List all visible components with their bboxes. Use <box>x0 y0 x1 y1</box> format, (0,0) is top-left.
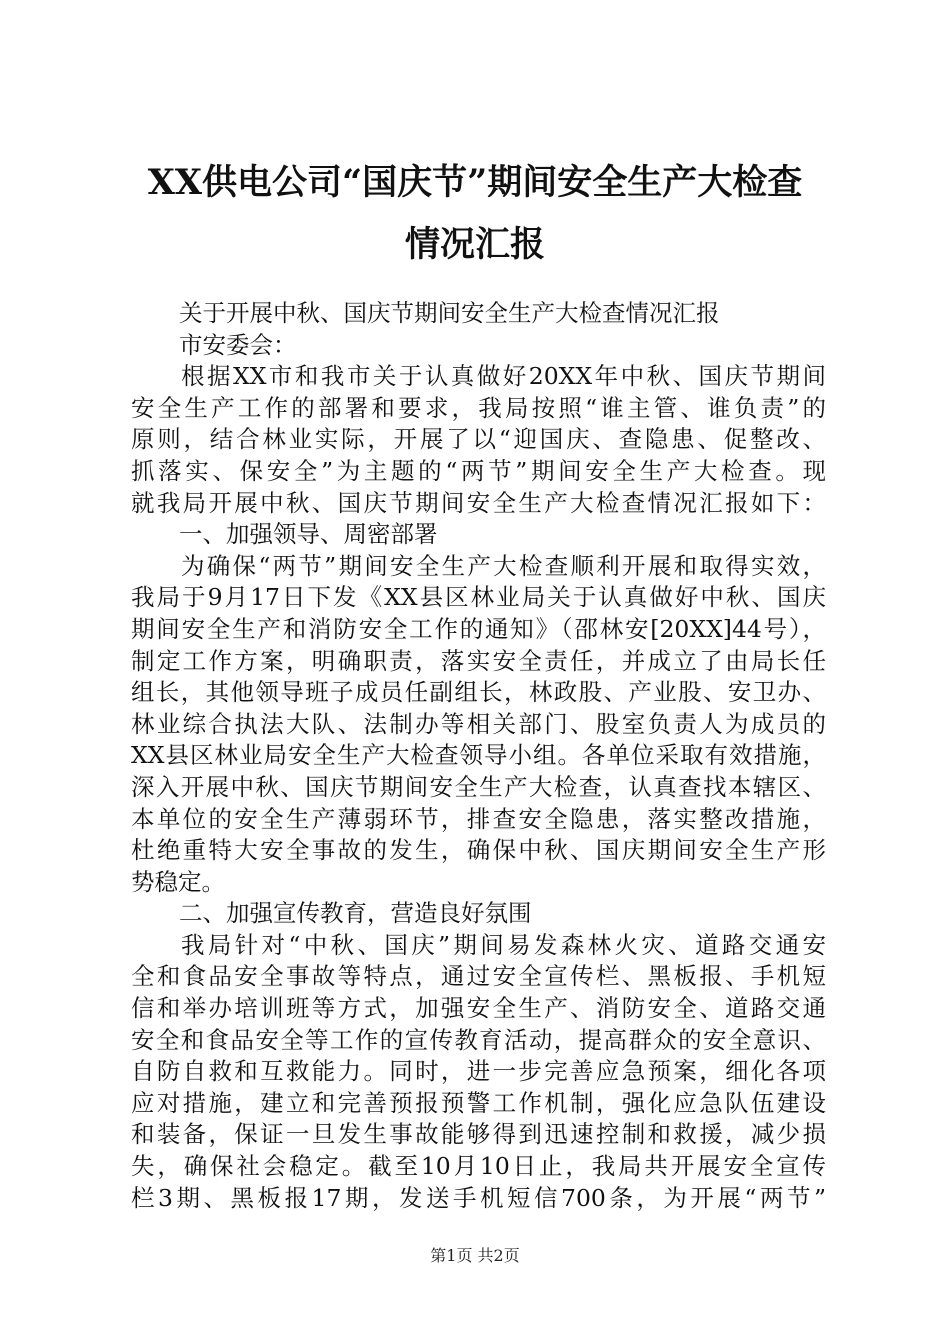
body-line: 林业综合执法大队、法制办等相关部门、股室负责人为成员的 <box>131 709 826 738</box>
body-line: 期间安全生产和消防安全工作的通知》（邵林安[20XX]44号）， <box>131 614 826 643</box>
body-line: 组长，其他领导班子成员任副组长，林政股、产业股、安卫办、 <box>131 678 826 707</box>
body-line: 势稳定。 <box>131 867 225 896</box>
body-line: 我局针对“中秋、国庆”期间易发森林火灾、道路交通安 <box>181 930 826 959</box>
body-line: 就我局开展中秋、国庆节期间安全生产大检查情况汇报如下： <box>131 488 826 517</box>
body-line: 应对措施，建立和完善预报预警工作机制，强化应急队伍建设 <box>131 1088 826 1117</box>
body-line: XX县区林业局安全生产大检查领导小组。各单位采取有效措施， <box>131 741 826 770</box>
body-line: 制定工作方案，明确职责，落实安全责任，并成立了由局长任 <box>131 646 826 675</box>
body-line: 我局于9月17日下发《XX县区林业局关于认真做好中秋、国庆 <box>131 583 826 612</box>
section-heading-1: 一、加强领导、周密部署 <box>179 520 438 549</box>
body-line: 原则，结合林业实际，开展了以“迎国庆、查隐患、促整改、 <box>131 425 826 454</box>
body-line: 栏3期、黑板报17期，发送手机短信700条，为开展“两节” <box>131 1183 826 1212</box>
body-line: 失，确保社会稳定。截至10月10日止，我局共开展安全宣传 <box>131 1152 826 1181</box>
section-heading-2: 二、加强宣传教育，营造良好氛围 <box>179 899 532 928</box>
document-body <box>131 298 826 1214</box>
body-line: 安全生产工作的部署和要求，我局按照“谁主管、谁负责”的 <box>131 393 826 422</box>
page-number-footer: 第1页 共2页 <box>430 1246 520 1265</box>
body-line: 抓落实、保安全”为主题的“两节”期间安全生产大检查。现 <box>131 456 826 485</box>
body-line: 根据XX市和我市关于认真做好20XX年中秋、国庆节期间 <box>181 362 826 391</box>
body-line: 和装备，保证一旦发生事故能够得到迅速控制和救援，减少损 <box>131 1120 826 1149</box>
addressee-line: 市安委会： <box>179 330 297 359</box>
document-title-line-2: 情况汇报 <box>404 224 545 265</box>
body-line: 杜绝重特大安全事故的发生，确保中秋、国庆期间安全生产形 <box>131 836 826 865</box>
body-line: 全和食品安全事故等特点，通过安全宣传栏、黑板报、手机短 <box>131 962 826 991</box>
body-line: 为确保“两节”期间安全生产大检查顺利开展和取得实效， <box>181 551 826 580</box>
body-line: 深入开展中秋、国庆节期间安全生产大检查，认真查找本辖区、 <box>131 772 826 801</box>
subtitle-line: 关于开展中秋、国庆节期间安全生产大检查情况汇报 <box>179 299 720 327</box>
body-line: 信和举办培训班等方式，加强安全生产、消防安全、道路交通 <box>131 994 826 1023</box>
body-line: 本单位的安全生产薄弱环节，排查安全隐患，落实整改措施， <box>131 804 826 833</box>
document-title-line-1: XX供电公司“国庆节”期间安全生产大检查 <box>147 162 803 203</box>
body-line: 安全和食品安全等工作的宣传教育活动，提高群众的安全意识、 <box>131 1025 826 1054</box>
body-line: 自防自救和互救能力。同时，进一步完善应急预案，细化各项 <box>131 1057 826 1086</box>
